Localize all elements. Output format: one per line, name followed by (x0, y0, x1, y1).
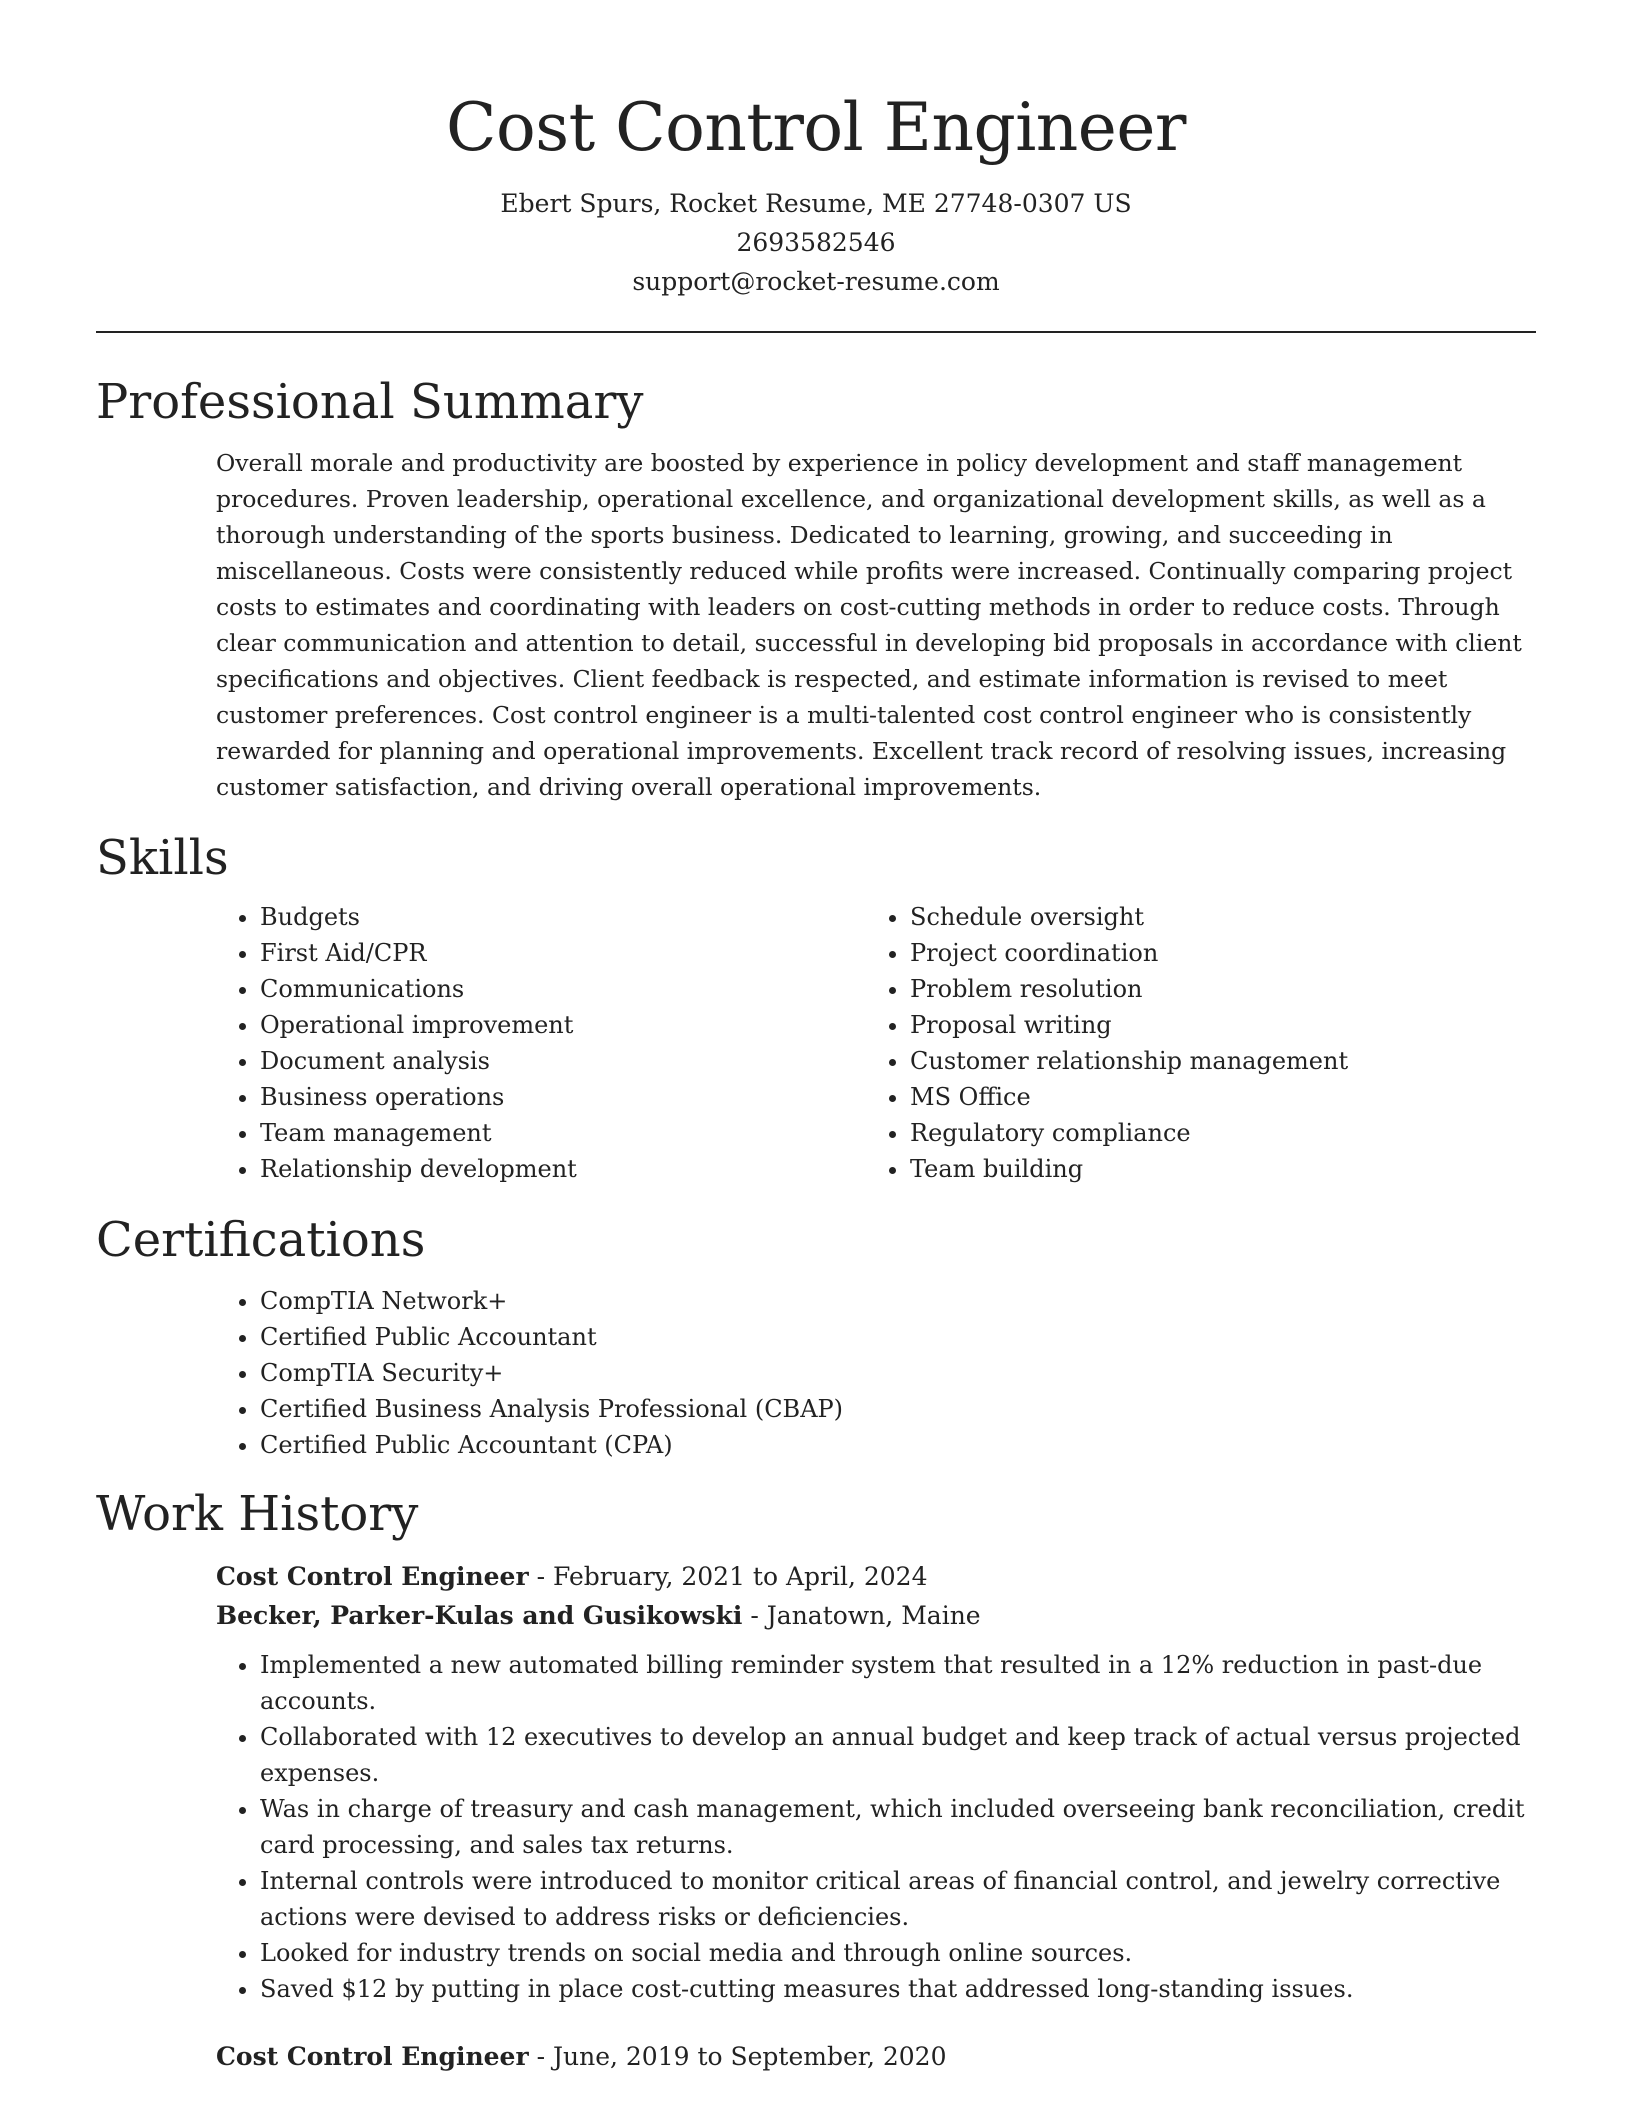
skill-item: • Communications (260, 971, 866, 1007)
resume-header (96, 0, 1536, 301)
skill-item: • Business operations (260, 1079, 866, 1115)
address: Ebert Spurs, Rocket Resume, ME 27748-0307 US (500, 189, 1132, 218)
skill-item: • Relationship development (260, 1151, 866, 1187)
email: support@rocket-resume.com (632, 267, 1000, 296)
job-location: Janatown, Maine (766, 1601, 981, 1630)
skill-item: • MS Office (910, 1079, 1516, 1115)
job-title-line: Cost Control Engineer - June, 2019 to September, 2020 (216, 2042, 947, 2071)
job-dates: June, 2019 to September, 2020 (552, 2042, 947, 2071)
skill-item: • Team management (260, 1115, 866, 1151)
summary-heading: Professional Summary (96, 374, 644, 430)
job-bullets (216, 1647, 1536, 2007)
certification-item: • Certified Business Analysis Professional (CBAP) (260, 1391, 1536, 1427)
skill-item: • Document analysis (260, 1043, 866, 1079)
skills-heading: Skills (96, 830, 229, 886)
skill-item: • Operational improvement (260, 1007, 866, 1043)
skill-item: • Customer relationship management (910, 1043, 1516, 1079)
work-history-heading: Work History (96, 1486, 419, 1542)
job-entry (96, 2037, 1536, 2076)
job-role: Cost Control Engineer (216, 1562, 529, 1591)
job-entry (96, 1557, 1536, 2007)
skill-item: • Project coordination (910, 935, 1516, 971)
skills-grid (216, 899, 1536, 1187)
header-divider (96, 331, 1536, 333)
job-dates: February, 2021 to April, 2024 (552, 1562, 928, 1591)
resume-page (96, 0, 1536, 2076)
job-bullet: • Implemented a new automated billing reminder system that resulted in a 12% reduction in past-due accounts. (260, 1647, 1536, 1719)
certification-item: • Certified Public Accountant (CPA) (260, 1427, 1536, 1463)
skills-column-right (866, 899, 1516, 1187)
job-bullet: • Saved $12 by putting in place cost-cutting measures that addressed long-standing issues. (260, 1971, 1536, 2007)
skill-item: • First Aid/CPR (260, 935, 866, 971)
job-header (216, 1557, 1536, 1635)
contact-block (96, 184, 1536, 301)
job-bullet: • Was in charge of treasury and cash management, which included overseeing bank reconciliation, credit card processing, and sales tax returns. (260, 1791, 1536, 1863)
job-bullet: • Looked for industry trends on social media and through online sources. (260, 1935, 1536, 1971)
certifications-heading: Certifications (96, 1212, 426, 1268)
certification-item: • Certified Public Accountant (260, 1319, 1536, 1355)
certifications-list (216, 1283, 1536, 1463)
skill-item: • Team building (910, 1151, 1516, 1187)
resume-title: Cost Control Engineer (446, 89, 1186, 166)
job-company-line: Becker, Parker-Kulas and Gusikowski - Janatown, Maine (216, 1601, 981, 1630)
job-title-line: Cost Control Engineer - February, 2021 to April, 2024 (216, 1562, 928, 1591)
certification-item: • CompTIA Security+ (260, 1355, 1536, 1391)
job-company: Becker, Parker-Kulas and Gusikowski (216, 1601, 743, 1630)
skills-column-left (216, 899, 866, 1187)
skill-item: • Regulatory compliance (910, 1115, 1516, 1151)
skill-item: • Budgets (260, 899, 866, 935)
job-role: Cost Control Engineer (216, 2042, 529, 2071)
job-bullet: • Collaborated with 12 executives to develop an annual budget and keep track of actual versus projected expenses. (260, 1719, 1536, 1791)
skill-item: • Proposal writing (910, 1007, 1516, 1043)
skill-item: • Problem resolution (910, 971, 1516, 1007)
job-bullet: • Internal controls were introduced to monitor critical areas of financial control, and jewelry corrective actions were devised to address risks or deficiencies. (260, 1863, 1536, 1935)
skill-item: • Schedule oversight (910, 899, 1516, 935)
job-header (216, 2037, 1536, 2076)
summary-text: Overall morale and productivity are boosted by experience in policy development and staff management procedures. Proven leadership, operational excellence, and organizational development skills, as well as a thorough understanding of the sports business. Dedicated to learning, growing, and succeeding in miscellaneous. Costs were consistently reduced while profits were increased. Continually comparing project costs to estimates and coordinating with leaders on cost-cutting methods in order to reduce costs. Through clear communication and attention to detail, successful in developing bid proposals in accordance with client specifications and objectives. Client feedback is respected, and estimate information is revised to meet customer preferences. Cost control engineer is a multi-talented cost control engineer who is consistently rewarded for planning and operational improvements. Excellent track record of resolving issues, increasing customer satisfaction, and driving overall operational improvements. (216, 449, 1522, 801)
certification-item: • CompTIA Network+ (260, 1283, 1536, 1319)
phone: 2693582546 (736, 228, 896, 257)
